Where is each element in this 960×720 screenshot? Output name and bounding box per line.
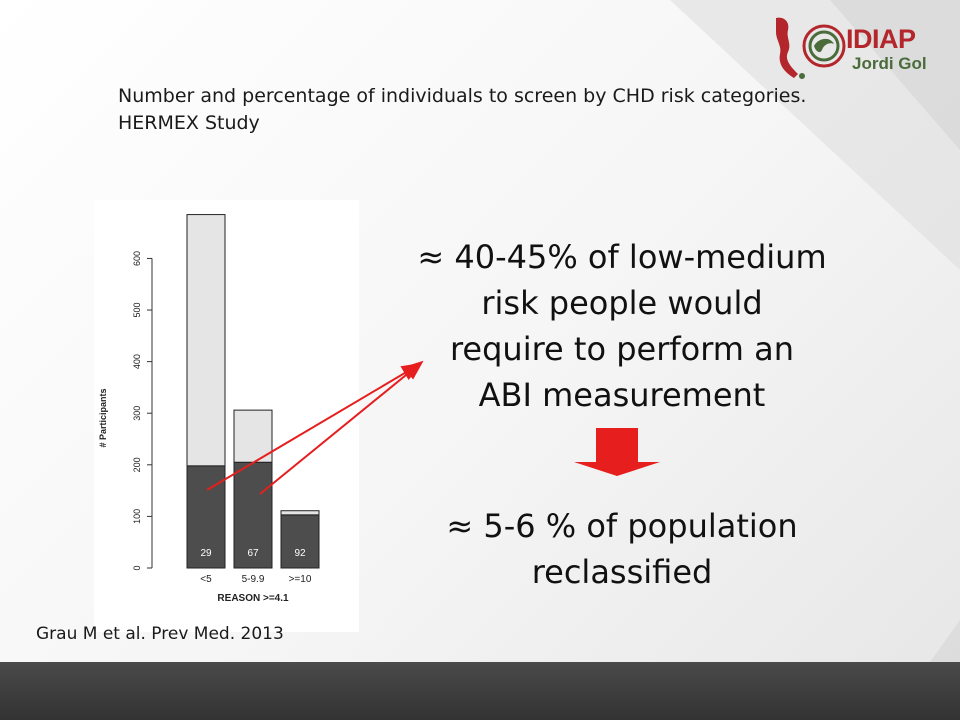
slide-title: Number and percentage of individuals to screen by CHD risk categories. HERMEX Study — [118, 85, 807, 134]
result-text — [394, 503, 850, 595]
claim-text — [394, 234, 850, 418]
logo-wordmark: IDIAP — [846, 24, 916, 54]
bar-data-label: 67 — [247, 548, 259, 559]
x-tick-label: <5 — [200, 574, 212, 585]
x-tick-label: >=10 — [288, 574, 312, 585]
y-tick-label: 100 — [132, 508, 142, 524]
claim-line: ABI measurement — [478, 376, 766, 414]
result-line: reclassified — [531, 553, 713, 591]
y-tick-label: 500 — [132, 302, 142, 318]
bar-data-label: 29 — [200, 548, 212, 559]
y-axis-label: # Participants — [98, 388, 108, 448]
claim-line: risk people would — [481, 284, 763, 322]
chart-panel — [94, 200, 359, 632]
bar-segment-upper — [234, 410, 272, 462]
bar-segment-lower — [281, 515, 319, 568]
claim-line: require to perform an — [449, 330, 795, 368]
result-line: ≈ 5-6 % of population — [446, 507, 798, 545]
bar-data-label: 92 — [294, 548, 306, 559]
y-tick-label: 200 — [132, 457, 142, 473]
y-tick-label: 400 — [132, 354, 142, 370]
bar-segment-upper — [281, 511, 319, 515]
citation: Grau M et al. Prev Med. 2013 — [36, 624, 284, 644]
footer-bar — [0, 662, 960, 720]
stacked-bar-chart — [94, 200, 359, 632]
bar-segment-upper — [187, 215, 225, 466]
y-tick-label: 0 — [132, 565, 142, 571]
x-axis-label: REASON >=4.1 — [217, 593, 289, 604]
y-tick-label: 300 — [132, 405, 142, 421]
x-tick-label: 5-9.9 — [241, 574, 265, 585]
logo-subtitle: Jordi Gol — [852, 54, 927, 73]
y-tick-label: 600 — [132, 250, 142, 266]
claim-line: ≈ 40-45% of low-medium — [417, 238, 827, 276]
